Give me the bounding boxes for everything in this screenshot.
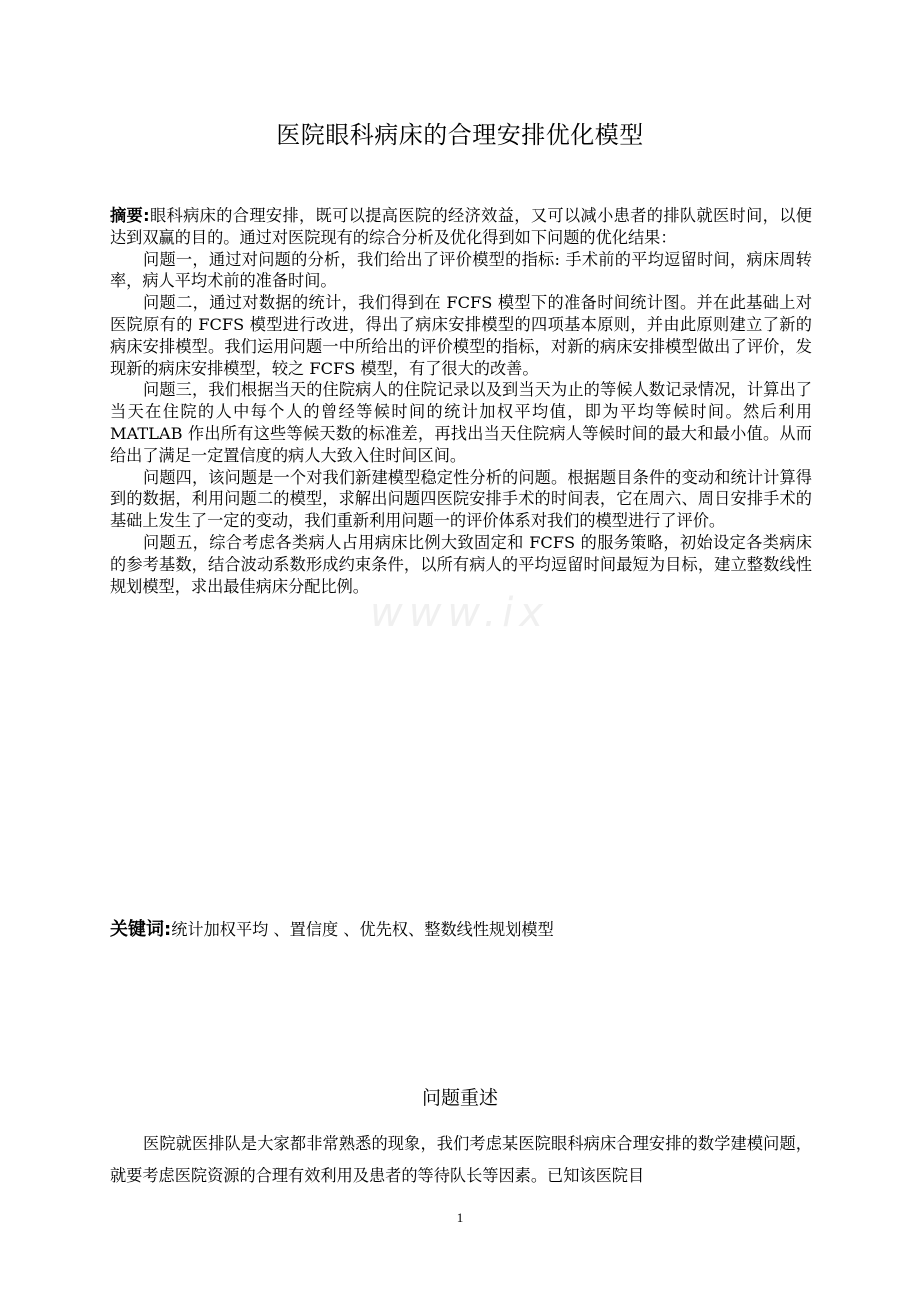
paper-title: 医院眼科病床的合理安排优化模型 bbox=[276, 121, 644, 149]
watermark: www.ix bbox=[370, 590, 550, 636]
abstract-q3: 问题三，我们根据当天的住院病人的住院记录以及到当天为止的等候人数记录情况，计算出了当天在住院的人中每个人的曾经等候时间的统计加权平均值，即为平均等候时间。然后利用 MATLAB 作出所有这些等候天数的标准差，再找出当天住院病人等候时间的最大和最小值。从而给出了满足一定置信度的病人大致入住时间区间。 bbox=[110, 380, 812, 465]
abstract-q5: 问题五，综合考虑各类病人占用病床比例大致固定和 FCFS 的服务策略，初始设定各类病床的参考基数，结合波动系数形成约束条件，以所有病人的平均逗留时间最短为目标，建立整数线性规划模型，求出最佳病床分配比例。 bbox=[110, 532, 812, 596]
abstract-q1: 问题一，通过对问题的分析，我们给出了评价模型的指标: 手术前的平均逗留时间，病床周转率，病人平均术前的准备时间。 bbox=[110, 249, 812, 291]
section-heading: 问题重述 bbox=[421, 1087, 498, 1109]
abstract-intro bbox=[110, 205, 812, 249]
keywords-line bbox=[110, 918, 812, 942]
section-paragraph: 医院就医排队是大家都非常熟悉的现象，我们考虑某医院眼科病床合理安排的数学建模问题，就要考虑医院资源的合理有效利用及患者的等待队长等因素。已知该医院目 bbox=[110, 1134, 812, 1185]
abstract-label: 摘要: bbox=[110, 206, 150, 225]
abstract-section bbox=[110, 205, 812, 597]
abstract-q2: 问题二，通过对数据的统计，我们得到在 FCFS 模型下的准备时间统计图。并在此基础上对医院原有的 FCFS 模型进行改进，得出了病床安排模型的四项基本原则，并由此原则建立了新的病床安排模型。我们运用问题一中所给出的评价模型的指标，对新的病床安排模型做出了评价，发现新的病床安排模型，较之 FCFS 模型，有了很大的改善。 bbox=[110, 293, 812, 378]
keywords-text: 统计加权平均 、置信度 、优先权、整数线性规划模型 bbox=[171, 920, 554, 939]
section-body bbox=[110, 1128, 812, 1192]
abstract-q4: 问题四，该问题是一个对我们新建模型稳定性分析的问题。根据题目条件的变动和统计计算得到的数据，利用问题二的模型，求解出问题四医院安排手术的时间表，它在周六、周日安排手术的基础上发生了一定的变动，我们重新利用问题一的评价体系对我们的模型进行了评价。 bbox=[110, 467, 812, 531]
page-number: 1 bbox=[456, 1210, 464, 1225]
abstract-intro-text: 眼科病床的合理安排，既可以提高医院的经济效益，又可以减小患者的排队就医时间，以便达到双赢的目的。通过对医院现有的综合分析及优化得到如下问题的优化结果： bbox=[110, 206, 812, 247]
keywords-label: 关键词: bbox=[110, 919, 172, 940]
